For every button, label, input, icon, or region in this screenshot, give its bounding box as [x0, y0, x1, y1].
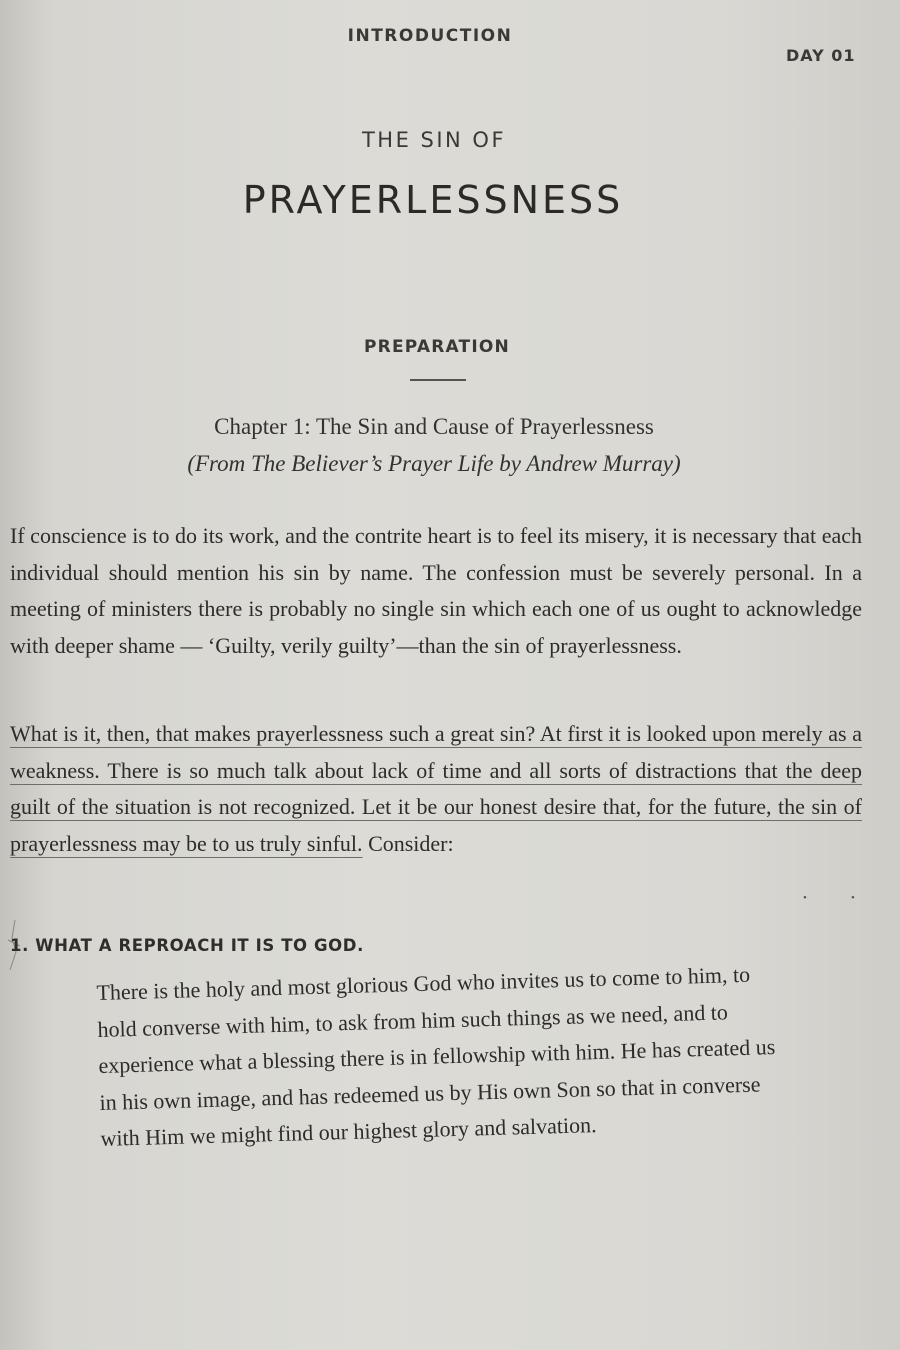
section-heading: PREPARATION: [364, 337, 510, 357]
page-title: PRAYERLESSNESS: [242, 178, 624, 222]
paragraph-2-ending: Consider:: [362, 830, 454, 856]
chapter-title: Chapter 1: The Sin and Cause of Prayerlessness: [214, 414, 654, 439]
title-kicker: THE SIN OF: [361, 128, 507, 152]
point-heading: 1. WHAT A REPROACH IT IS TO GOD.: [10, 936, 364, 955]
section-divider: [410, 379, 466, 381]
paragraph-1: If conscience is to do its work, and the contrite heart is to feel its misery, it is necessary that each individual should mention his sin by name. The confession must be severely personal. In a meeting of ministers there is probably no single sin which each one of us ought to acknowledge with deeper shame — ‘Guilty, verily guilty’—than the sin of prayerlessness.: [10, 523, 862, 658]
paragraph-2: [10, 716, 862, 862]
pencil-dot: •: [851, 892, 855, 904]
chapter-source: (From The Believer’s Prayer Life by Andrew Murray): [187, 451, 681, 476]
point-text: There is the holy and most glorious God who invites us to come to him, to hold converse with him, to ask from him such things as we need, and to experience what a blessing there is in fellowship with him. He has created us in his own image, and has redeemed us by His own Son so that in converse with Him we might find our highest glory and salvation.: [96, 961, 776, 1151]
pencil-dot: •: [803, 892, 807, 904]
day-label: DAY 01: [786, 46, 856, 65]
running-header: INTRODUCTION: [347, 26, 513, 46]
underlined-passage: What is it, then, that makes prayerlessness such a great sin? At first it is looked upon merely as a weakness. There is so much talk about lack of time and all sorts of distractions that the deep guilt of the situation is not recognized. Let it be our honest desire that, for the future, the sin of prayerlessness may be to us truly sinful.: [10, 721, 862, 856]
